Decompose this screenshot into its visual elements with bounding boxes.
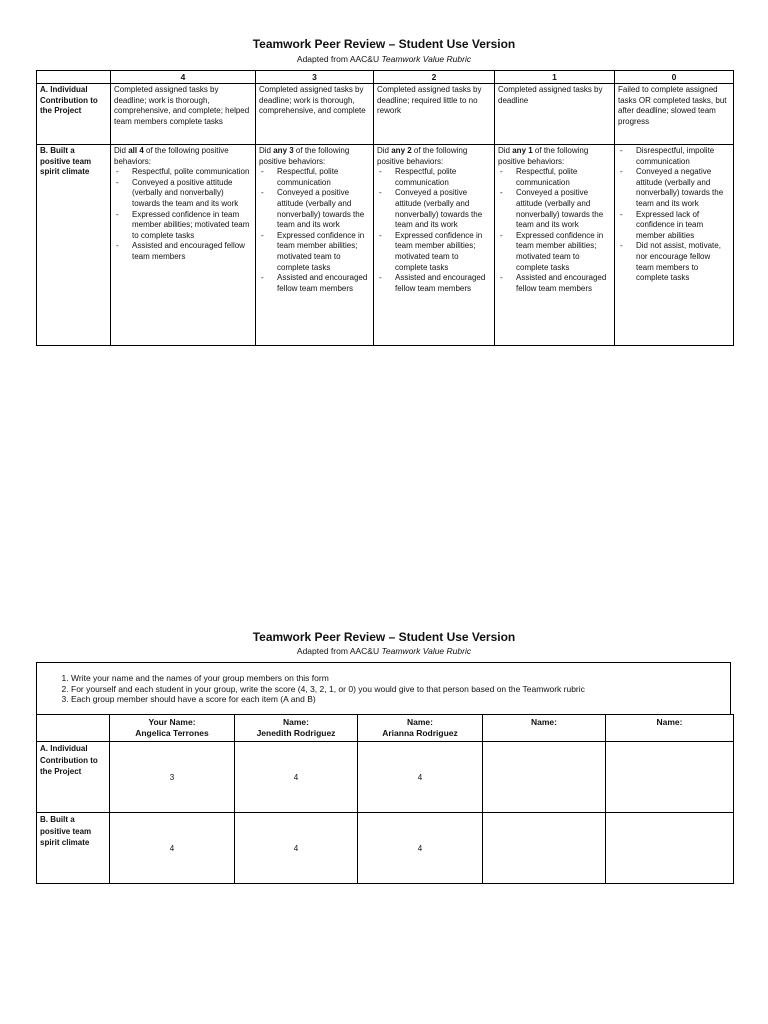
intro-post: of the following positive behaviors: — [114, 146, 229, 166]
score-header-member-2 — [235, 715, 358, 742]
behavior-item: - Conveyed a positive attitude (verbally and nonverbally) towards the team and its work — [498, 188, 611, 230]
score-subtitle-italic: Teamwork Value Rubric — [381, 646, 472, 656]
negative-behavior-list — [618, 146, 730, 284]
score-cell[interactable] — [606, 742, 734, 813]
rubric-b-score-3 — [256, 145, 374, 346]
score-header-member-5 — [606, 715, 734, 742]
behavior-item: - Respectful, polite communication — [114, 167, 252, 178]
behavior-list — [114, 167, 252, 262]
rubric-subtitle — [0, 54, 768, 64]
instructions-box — [36, 662, 731, 714]
score-subtitle-prefix: Adapted from AAC&U — [296, 646, 382, 656]
rubric-b-intro — [498, 146, 611, 167]
behavior-item: - Conveyed a positive attitude (verbally and nonverbally) towards the team and its work — [259, 188, 370, 230]
member-label: Name: — [656, 717, 683, 727]
member-name[interactable]: Angelica Terrones — [135, 728, 209, 738]
score-cell[interactable] — [483, 813, 606, 884]
instructions-list — [37, 673, 730, 705]
score-criterion-a: A. Individual Contribution to the Project — [37, 742, 110, 813]
rubric-criterion-a: A. Individual Contribution to the Project — [37, 84, 111, 145]
intro-post: of the following positive behaviors: — [377, 146, 468, 166]
behavior-item: - Respectful, polite communication — [498, 167, 611, 188]
rubric-b-intro — [377, 146, 491, 167]
rubric-b-score-2 — [374, 145, 495, 346]
behavior-list — [498, 167, 611, 294]
rubric-a-score-2: Completed assigned tasks by deadline; required little to no rework — [374, 84, 495, 145]
rubric-b-intro — [114, 146, 252, 167]
score-cell[interactable]: 4 — [110, 813, 235, 884]
score-cell[interactable] — [606, 813, 734, 884]
score-header-member-3 — [358, 715, 483, 742]
intro-count: any 1 — [512, 146, 533, 155]
score-table — [36, 714, 734, 884]
rubric-header-criteria — [37, 71, 111, 84]
score-header-member-1 — [110, 715, 235, 742]
negative-behavior-item: - Disrespectful, impolite communication — [618, 146, 730, 167]
score-cell[interactable]: 4 — [358, 813, 483, 884]
behavior-item: - Respectful, polite communication — [377, 167, 491, 188]
instruction-item: 3. Each group member should have a score for each item (A and B) — [71, 694, 730, 705]
intro-pre: Did — [498, 146, 513, 155]
score-header-row — [37, 715, 734, 742]
rubric-subtitle-italic: Teamwork Value Rubric — [381, 54, 472, 64]
member-name[interactable]: Jenedith Rodriguez — [256, 728, 336, 738]
behavior-item: - Assisted and encouraged fellow team members — [114, 241, 252, 262]
rubric-table — [36, 70, 734, 346]
intro-post: of the following positive behaviors: — [498, 146, 589, 166]
behavior-item: - Assisted and encouraged fellow team members — [259, 273, 370, 294]
rubric-subtitle-prefix: Adapted from AAC&U — [296, 54, 382, 64]
score-header-member-4 — [483, 715, 606, 742]
behavior-item: - Expressed confidence in team member abilities; motivated team to complete tasks — [377, 231, 491, 273]
behavior-item: - Expressed confidence in team member abilities; motivated team to complete tasks — [498, 231, 611, 273]
behavior-list — [259, 167, 370, 294]
score-cell[interactable] — [483, 742, 606, 813]
behavior-item: - Expressed confidence in team member abilities; motivated team to complete tasks — [114, 210, 252, 242]
rubric-a-score-3: Completed assigned tasks by deadline; work is thorough, comprehensive, and complete — [256, 84, 374, 145]
score-row-a — [37, 742, 734, 813]
score-row-b — [37, 813, 734, 884]
negative-behavior-item: - Conveyed a negative attitude (verbally and nonverbally) towards the team and its work — [618, 167, 730, 209]
instruction-item: 1. Write your name and the names of your group members on this form — [71, 673, 730, 684]
score-cell[interactable]: 3 — [110, 742, 235, 813]
member-label: Name: — [531, 717, 557, 727]
behavior-item: - Conveyed a positive attitude (verbally and nonverbally) towards the team and its work — [114, 178, 252, 210]
rubric-title: Teamwork Peer Review – Student Use Version — [252, 37, 516, 51]
behavior-item: - Conveyed a positive attitude (verbally and nonverbally) towards the team and its work — [377, 188, 491, 230]
instruction-item: 2. For yourself and each student in your group, write the score (4, 3, 2, 1, or 0) you would give to that person based on the Teamwork rubric — [71, 684, 730, 695]
behavior-item: - Assisted and encouraged fellow team members — [377, 273, 491, 294]
rubric-row-b — [37, 145, 734, 346]
rubric-a-score-0: Failed to complete assigned tasks OR completed tasks, but after deadline; slowed team progress — [615, 84, 734, 145]
rubric-row-a — [37, 84, 734, 145]
negative-behavior-item: - Expressed lack of confidence in team member abilities — [618, 210, 730, 242]
score-cell[interactable]: 4 — [358, 742, 483, 813]
behavior-item: - Expressed confidence in team member abilities; motivated team to complete tasks — [259, 231, 370, 273]
intro-pre: Did — [259, 146, 274, 155]
intro-count: all 4 — [128, 146, 144, 155]
negative-behavior-item: - Did not assist, motivate, nor encourage fellow team members to complete tasks — [618, 241, 730, 283]
rubric-a-score-4: Completed assigned tasks by deadline; work is thorough, comprehensive, and complete; helped team members complete tasks — [111, 84, 256, 145]
rubric-header-score-1: 1 — [495, 71, 615, 84]
member-label: Your Name: — [148, 717, 196, 727]
intro-count: any 3 — [273, 146, 294, 155]
rubric-b-intro — [259, 146, 370, 167]
score-sheet-subtitle — [0, 646, 768, 656]
rubric-criterion-b: B. Built a positive team spirit climate — [37, 145, 111, 346]
rubric-b-score-4 — [111, 145, 256, 346]
score-cell[interactable]: 4 — [235, 742, 358, 813]
behavior-item: - Assisted and encouraged fellow team members — [498, 273, 611, 294]
intro-count: any 2 — [391, 146, 412, 155]
rubric-header-score-4: 4 — [111, 71, 256, 84]
score-criterion-b: B. Built a positive team spirit climate — [37, 813, 110, 884]
rubric-header-score-0: 0 — [615, 71, 734, 84]
rubric-a-score-1: Completed assigned tasks by deadline — [495, 84, 615, 145]
intro-pre: Did — [114, 146, 129, 155]
rubric-b-score-0 — [615, 145, 734, 346]
score-sheet-title: Teamwork Peer Review – Student Use Version — [252, 630, 516, 644]
rubric-header-score-3: 3 — [256, 71, 374, 84]
behavior-item: - Respectful, polite communication — [259, 167, 370, 188]
member-label: Name: — [407, 717, 433, 727]
rubric-header-row — [37, 71, 734, 84]
member-name[interactable]: Arianna Rodriguez — [382, 728, 458, 738]
intro-pre: Did — [377, 146, 392, 155]
member-label: Name: — [283, 717, 309, 727]
behavior-list — [377, 167, 491, 294]
score-header-blank — [37, 715, 110, 742]
rubric-header-score-2: 2 — [374, 71, 495, 84]
rubric-b-score-1 — [495, 145, 615, 346]
intro-post: of the following positive behaviors: — [259, 146, 350, 166]
score-cell[interactable]: 4 — [235, 813, 358, 884]
